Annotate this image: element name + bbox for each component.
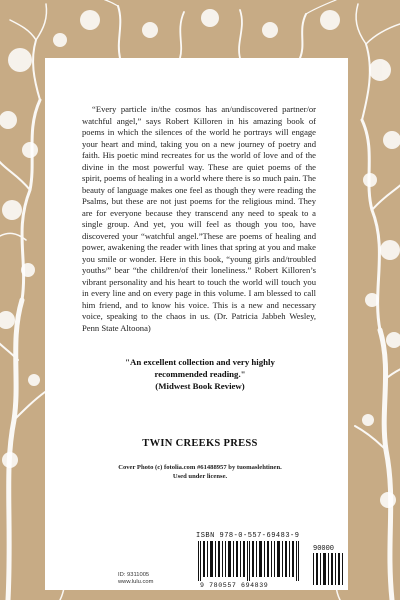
- price-code: 90000: [313, 545, 335, 553]
- review-source: (Midwest Book Review): [155, 381, 245, 391]
- review-line-1: "An excellent collection and very highly: [125, 357, 275, 367]
- isbn-text: ISBN 978-0-557-69483-9: [196, 532, 300, 540]
- publisher-name: TWIN CREEKS PRESS: [142, 438, 258, 449]
- barcode-number: 9 780557 694839: [200, 582, 269, 589]
- review-quote: [100, 356, 300, 392]
- id-label: [118, 572, 153, 586]
- id-number: ID: 9311005: [118, 572, 150, 578]
- review-line-2: recommended reading.": [154, 369, 246, 379]
- blurb-text: “Every particle in/the cosmos has an/undiscovered partner/or watchful angel,” says Robert Killoren in his amazing book of poems in which the silences of the world he portrays will engage your heart and mind, taking you on a new journey of poetry and faith. His poetic mind recreates for us the world of love and of the divine in the most powerful way. These are quiet poems of the spirit, poems of healing in a world where there is so much pain. The beauty of language makes one feel as though they were reading the Psalms, but these are not just poems for the religious mind. They are for everyone because they transcend any need to speak to a single group. And yet, you will feel as though you too, have discovered your “watchful angel.”These are poems of healing and power, awakening the reader with lines that spring at you and make you smile or wonder. Here in this book, “young girls and/troubled youths/” bear “the children/of their loneliness.” Robert Killoren’s vibrant personality and his heart to touch the world will touch you in every line and on every page in this volume. I am blessed to call him friend, and to know his voice. This is a new and necessary voice, speaking to the chaos in us. (Dr. Patricia Jabbeh Wesley, Penn State Altoona): [82, 104, 316, 333]
- photo-credit-line-2: Used under license.: [172, 473, 228, 480]
- lulu-url: www.lulu.com: [118, 579, 154, 585]
- price-barcode: [312, 553, 344, 585]
- photo-credit-line-1: Cover Photo (c) fotolia.com #61488957 by tuomaslehtinen.: [118, 464, 282, 471]
- photo-credit: [90, 463, 310, 481]
- isbn-barcode: [196, 541, 306, 581]
